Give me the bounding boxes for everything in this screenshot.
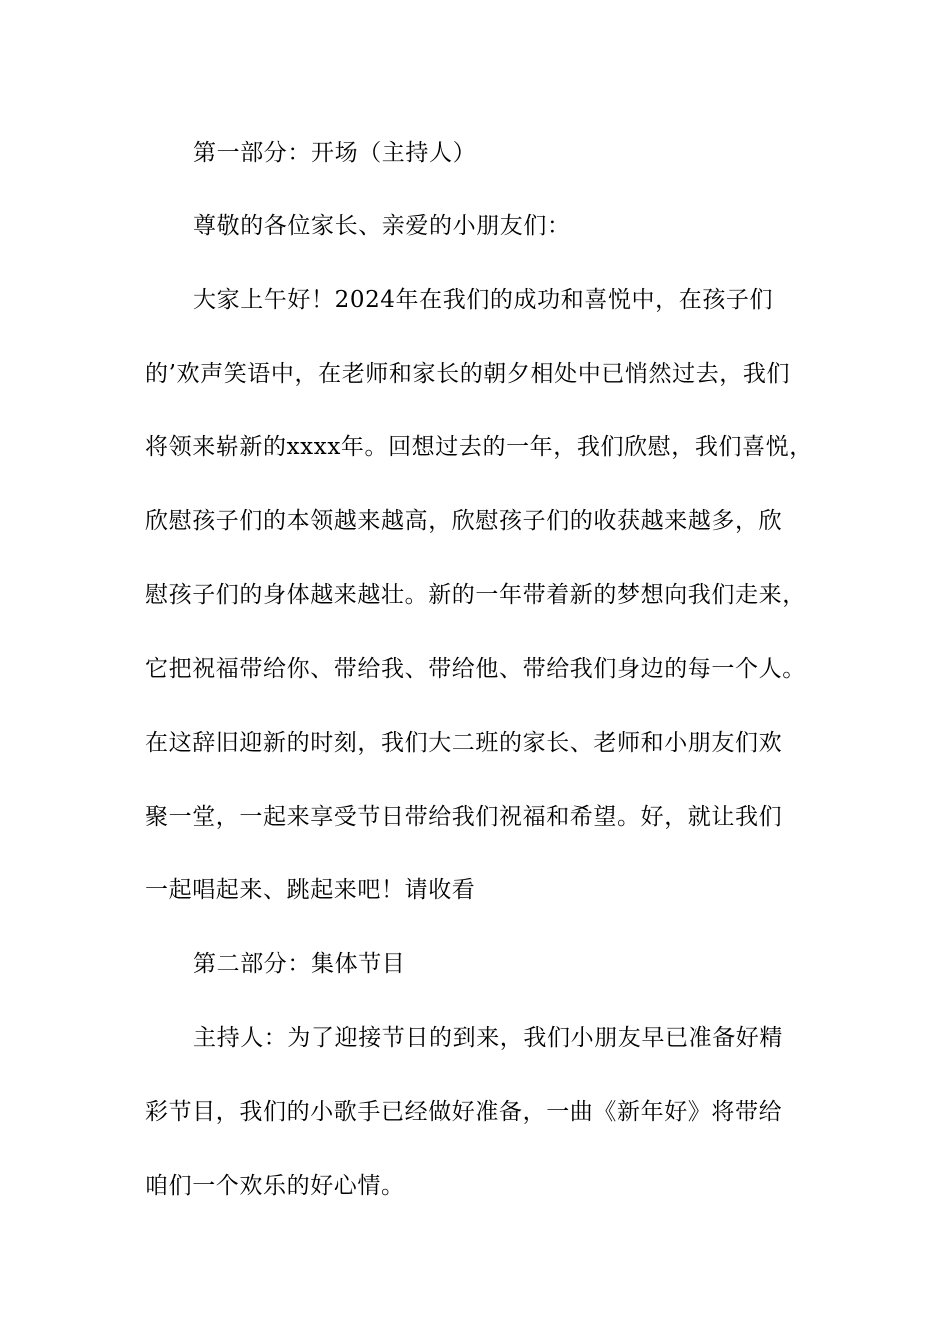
paragraph-line: 一起唱起来、跳起来吧！请收看 xyxy=(145,877,476,903)
paragraph-line: 在这辞旧迎新的时刻，我们大二班的家长、老师和小朋友们欢 xyxy=(145,730,783,756)
section-heading-part2: 第二部分：集体节目 xyxy=(193,951,406,977)
greeting-line: 尊敬的各位家长、亲爱的小朋友们： xyxy=(193,213,571,239)
section-heading-part1: 第一部分：开场（主持人） xyxy=(193,140,477,166)
paragraph-line: 它把祝福带给你、带给我、带给他、带给我们身边的每一个人。 xyxy=(145,656,806,682)
paragraph-line: 大家上午好！2024年在我们的成功和喜悦中，在孩子们 xyxy=(193,287,774,313)
paragraph-line: 慰孩子们的身体越来越壮。新的一年带着新的梦想向我们走来， xyxy=(145,582,806,608)
paragraph-line: 聚一堂，一起来享受节日带给我们祝福和希望。好，就让我们 xyxy=(145,804,783,830)
paragraph-line: 主持人：为了迎接节日的到来，我们小朋友早已准备好精 xyxy=(193,1025,783,1051)
paragraph-line: 彩节目，我们的小歌手已经做好准备，一曲《新年好》将带给 xyxy=(145,1099,783,1125)
paragraph-line: 将领来崭新的xxxx年。回想过去的一年，我们欣慰，我们喜悦， xyxy=(145,434,813,460)
paragraph-line: 的’欢声笑语中，在老师和家长的朝夕相处中已悄然过去，我们 xyxy=(145,361,791,387)
paragraph-line: 咱们一个欢乐的好心情。 xyxy=(145,1173,405,1199)
paragraph-line: 欣慰孩子们的本领越来越高，欣慰孩子们的收获越来越多，欣 xyxy=(145,508,783,534)
